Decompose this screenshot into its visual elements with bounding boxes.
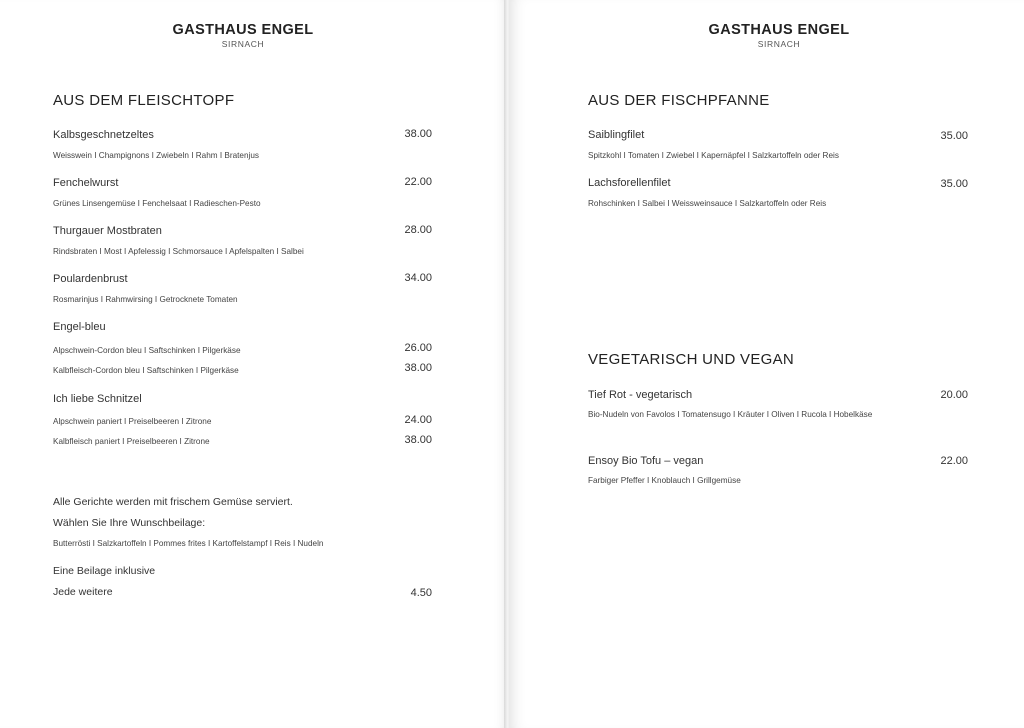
dish-description: Grünes Linsengemüse I Fenchelsaat I Radieschen-Pesto [53,199,261,208]
restaurant-town: SIRNACH [757,39,801,49]
brand-header [679,22,879,49]
dish-price: 22.00 [404,176,432,188]
note-extra-side: Jede weitere [53,586,113,598]
dish-name: Thurgauer Mostbraten [53,225,162,237]
left-page [0,0,506,728]
dish-price: 34.00 [404,272,432,284]
dish-description: Spitzkohl I Tomaten I Zwiebel I Kapernäpfel I Salzkartoffeln oder Reis [588,151,839,160]
dish-price: 38.00 [404,362,432,374]
dish-variant: Kalbfleisch-Cordon bleu I Saftschinken I Pilgerkäse [53,366,239,375]
section-title-fischpfanne: AUS DER FISCHPFANNE [588,92,770,109]
section-title-vegetarisch: VEGETARISCH UND VEGAN [588,351,795,368]
restaurant-name: GASTHAUS ENGEL [708,22,850,38]
side-dish-list: Butterrösti I Salzkartoffeln I Pommes frites I Kartoffelstampf I Reis I Nudeln [53,539,324,548]
dish-description: Rindsbraten I Most I Apfelessig I Schmorsauce I Apfelspalten I Salbei [53,247,304,256]
dish-name: Kalbsgeschnetzeltes [53,129,154,141]
dish-price: 35.00 [940,130,968,142]
dish-price: 28.00 [404,224,432,236]
note-vegetables: Alle Gerichte werden mit frischem Gemüse serviert. [53,496,293,508]
dish-description: Weisswein I Champignons I Zwiebeln I Rahm I Bratenjus [53,151,259,160]
right-page [510,0,1024,728]
dish-price: 22.00 [940,455,968,467]
dish-name-schnitzel: Ich liebe Schnitzel [53,393,142,405]
dish-variant: Alpschwein paniert I Preiselbeeren I Zitrone [53,417,212,426]
restaurant-town: SIRNACH [221,39,265,49]
dish-price: 35.00 [940,178,968,190]
dish-name: Poulardenbrust [53,273,128,285]
section-title-fleischtopf: AUS DEM FLEISCHTOPF [53,92,235,109]
dish-name: Tief Rot - vegetarisch [588,389,693,401]
dish-name-engel-bleu: Engel-bleu [53,321,106,333]
dish-price: 20.00 [940,389,968,401]
dish-variant: Kalbfleisch paniert I Preiselbeeren I Zitrone [53,437,210,446]
dish-description: Rosmarinjus I Rahmwirsing I Getrocknete Tomaten [53,295,238,304]
dish-price: 38.00 [404,128,432,140]
brand-header [143,22,343,49]
dish-price: 26.00 [404,342,432,354]
dish-price: 38.00 [404,434,432,446]
note-side-included: Eine Beilage inklusive [53,565,156,577]
dish-price: 24.00 [404,414,432,426]
dish-name: Saiblingfilet [588,129,645,141]
dish-description: Rohschinken I Salbei I Weissweinsauce I Salzkartoffeln oder Reis [588,199,827,208]
restaurant-name: GASTHAUS ENGEL [172,22,314,38]
dish-name: Fenchelwurst [53,177,119,189]
note-choose-side: Wählen Sie Ihre Wunschbeilage: [53,517,206,529]
extra-side-price: 4.50 [410,587,432,599]
dish-description: Bio-Nudeln von Favolos I Tomatensugo I Kräuter I Oliven I Rucola I Hobelkäse [588,410,873,419]
dish-name: Lachsforellenfilet [588,177,671,189]
dish-variant: Alpschwein-Cordon bleu I Saftschinken I Pilgerkäse [53,346,241,355]
dish-description: Farbiger Pfeffer I Knoblauch I Grillgemüse [588,476,741,485]
dish-name: Ensoy Bio Tofu – vegan [588,455,704,467]
